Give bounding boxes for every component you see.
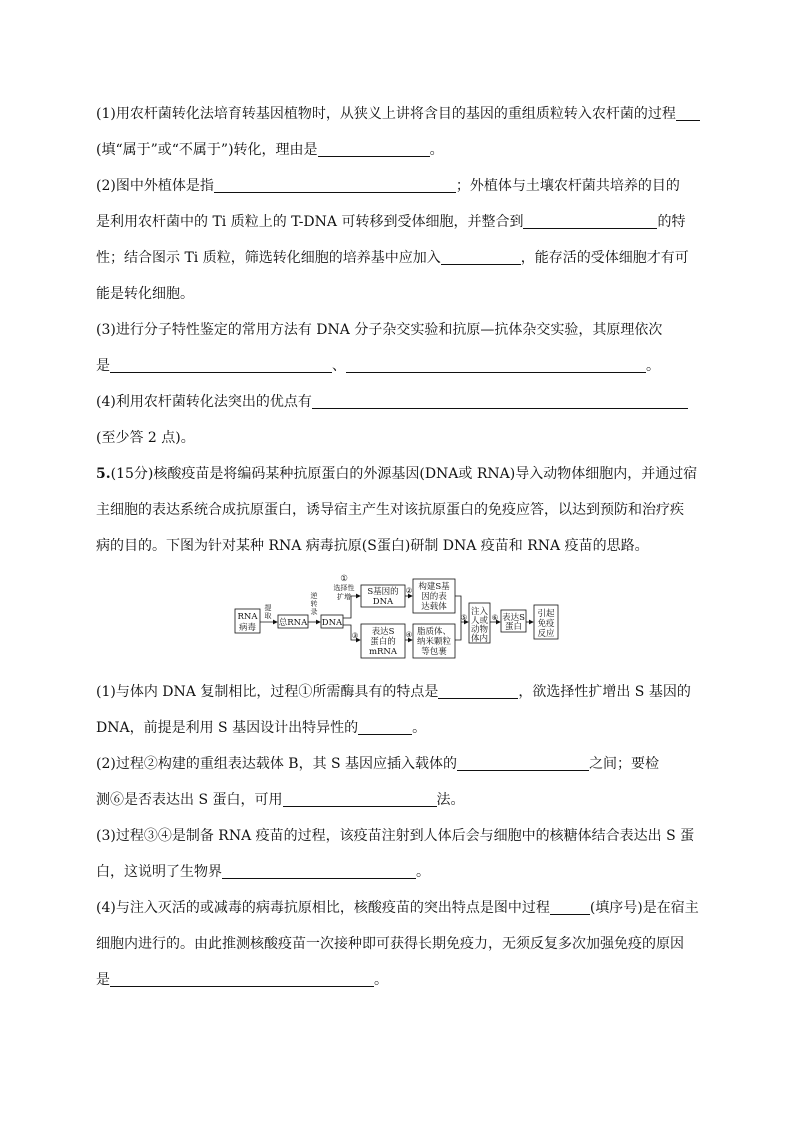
q5-p4-line1: [96, 890, 698, 926]
diagram-label: 脂质体、: [416, 627, 452, 637]
diagram-label: ⑥: [491, 613, 499, 622]
answer-blank[interactable]: [222, 864, 416, 879]
diagram-label: 构建S基: [418, 582, 450, 592]
q4-p2-text: (2)图中外植体是指: [96, 178, 214, 194]
answer-blank[interactable]: [550, 900, 590, 915]
q5-p1-text: (1)与体内 DNA 复制相比，过程①所需酶具有的特点是: [96, 684, 439, 700]
diagram-label: 注入: [470, 607, 489, 617]
diagram-label: RNA: [237, 612, 258, 622]
q4-p3-line1: (3)进行分子特性鉴定的常用方法有 DNA 分子杂交实验和抗原—抗体杂交实验，其原理依次: [96, 322, 663, 338]
q5-p2-text: 测⑥是否表达出 S 蛋白，可用: [96, 792, 283, 808]
q5-p2-text: 法。: [436, 792, 465, 808]
diagram-label: 体内: [470, 634, 489, 644]
q5-p1-text: ，欲选择性扩增出 S 基因的: [518, 684, 691, 700]
vaccine-flow-diagram: [96, 572, 698, 672]
diagram-label: 逆: [310, 592, 318, 600]
diagram-label: 提: [264, 604, 272, 612]
worksheet-page: [96, 96, 698, 998]
diagram-label: 录: [310, 608, 318, 616]
question-number: 5.: [96, 466, 111, 482]
q4-p1-line1: [96, 96, 698, 132]
q5-p1-text: 。: [412, 720, 427, 736]
answer-blank[interactable]: [346, 358, 646, 373]
diagram-label: 表达S: [502, 613, 525, 623]
q4-p1-text: (填“属于”或“不属于”)转化，理由是: [96, 142, 318, 158]
diagram-label: 病毒: [238, 623, 257, 633]
q4-p1-text: 。: [429, 142, 444, 158]
q5-p3-line2: [96, 854, 698, 890]
diagram-label: S基因的: [367, 587, 399, 597]
q4-p4-line2: (至少答 2 点)。: [96, 430, 195, 446]
diagram-label: 达载体: [421, 602, 447, 612]
q4-p4-line1: [96, 384, 698, 420]
diagram-label: ⑤: [460, 613, 468, 622]
q5-intro-line3: 病的目的。下图为针对某种 RNA 病毒抗原(S蛋白)研制 DNA 疫苗和 RNA 疫苗的思路。: [96, 538, 649, 554]
q4-p2-text: 性；结合图示 Ti 质粒，筛选转化细胞的培养基中应加入: [96, 250, 441, 266]
q5-p2-text: (2)过程②构建的重组表达载体 B，其 S 基因应插入载体的: [96, 756, 458, 772]
diagram-label: 扩增: [337, 593, 351, 601]
diagram-label: 蛋白: [504, 622, 523, 632]
answer-blank[interactable]: [312, 394, 688, 409]
q4-p2-text: ；外植体与土壤农杆菌共培养的目的: [455, 178, 680, 194]
answer-blank[interactable]: [110, 972, 374, 987]
diagram-label: 动物: [470, 625, 489, 635]
diagram-label: 因的表: [421, 592, 447, 602]
answer-blank[interactable]: [676, 106, 700, 121]
diagram-label: 转: [310, 600, 318, 608]
q5-p2-text: 之间；要检: [589, 756, 660, 772]
q4-p1-line2: [96, 132, 698, 168]
q4-p1-text: (1)用农杆菌转化法培育转基因植物时，从狭义上讲将含目的基因的重组质粒转入农杆菌的过程: [96, 106, 676, 122]
diagram-label: 取: [264, 612, 272, 620]
answer-blank[interactable]: [110, 358, 332, 373]
diagram-label: ④: [405, 630, 413, 639]
q5-p4-line2: 细胞内进行的。由此推测核酸疫苗一次接种即可获得长期免疫力，无须反复多次加强免疫的原因: [96, 936, 684, 952]
q4-p2-line2: [96, 204, 698, 240]
q5-p3-text: 白，这说明了生物界: [96, 864, 222, 880]
q5-p3-line1: (3)过程③④是制备 RNA 疫苗的过程，该疫苗注射到人体后会与细胞中的核糖体结合表达出 S 蛋: [96, 828, 695, 844]
diagram-label: 免疫: [537, 619, 555, 629]
diagram-label: 反应: [537, 629, 555, 639]
q4-p3-line2: [96, 348, 698, 384]
q5-p4-text: 。: [374, 972, 388, 988]
q4-p2-line4: 能是转化细胞。: [96, 286, 194, 302]
answer-blank[interactable]: [214, 178, 456, 193]
diagram-label: ①: [340, 574, 348, 584]
diagram-label: mRNA: [368, 647, 398, 657]
q5-p4-text: (4)与注入灭活的或减毒的病毒抗原相比，核酸疫苗的突出特点是图中过程: [96, 900, 550, 916]
answer-blank[interactable]: [438, 684, 518, 699]
answer-blank[interactable]: [523, 214, 657, 229]
q5-p2-line1: [96, 746, 698, 782]
q4-p3-text: 。: [646, 358, 660, 374]
diagram-label: 引起: [537, 609, 555, 619]
q4-p2-text: 是利用农杆菌中的 Ti 质粒上的 T-DNA 可转移到受体细胞，并整合到: [96, 214, 524, 230]
q4-p3-text: 、: [332, 358, 346, 374]
diagram-label: 表达S: [371, 627, 395, 637]
q5-p1-line2: [96, 710, 698, 746]
diagram-label: ③: [351, 631, 359, 640]
q4-p3-text: 是: [96, 358, 110, 374]
answer-blank[interactable]: [441, 250, 521, 265]
q4-p4-text: (4)利用农杆菌转化法突出的优点有: [96, 394, 312, 410]
q5-p3-text: 。: [416, 864, 430, 880]
q5-p4-text: 是: [96, 972, 110, 988]
diagram-label: DNA: [372, 597, 394, 607]
q4-p2-line1: [96, 168, 698, 204]
answer-blank[interactable]: [283, 792, 437, 807]
q5-p1-line1: [96, 674, 698, 710]
answer-blank[interactable]: [358, 720, 412, 735]
answer-blank[interactable]: [457, 756, 589, 771]
diagram-label: DNA: [321, 618, 343, 628]
diagram-label: 人或: [470, 616, 489, 626]
diagram-label: 等包裹: [421, 647, 447, 657]
q5-p4-text: (填序号)是在宿主: [589, 900, 699, 916]
diagram-label: ②: [405, 586, 413, 595]
q4-p2-text: 的特: [657, 214, 686, 230]
diagram-label: 选择性: [333, 584, 355, 592]
q5-intro-line1: [96, 456, 698, 492]
q4-p2-text: ，能存活的受体细胞才有可: [520, 250, 689, 266]
answer-blank[interactable]: [318, 142, 430, 157]
diagram-label: 蛋白的: [370, 637, 396, 647]
q5-p1-text: DNA，前提是利用 S 基因设计出特异性的: [96, 720, 359, 736]
diagram-label: 纳米颗粒: [416, 637, 452, 647]
diagram-label: 总RNA: [278, 618, 308, 628]
q4-p2-line3: [96, 240, 698, 276]
q5-intro-line2: 主细胞的表达系统合成抗原蛋白，诱导宿主产生对该抗原蛋白的免疫应答，以达到预防和治疗疾: [96, 502, 684, 518]
q5-p2-line2: [96, 782, 698, 818]
q5-p4-line3: [96, 962, 698, 998]
q5-intro-text: (15分)核酸疫苗是将编码某种抗原蛋白的外源基因(DNA或 RNA)导入动物体细胞内，并通过宿: [110, 466, 698, 482]
